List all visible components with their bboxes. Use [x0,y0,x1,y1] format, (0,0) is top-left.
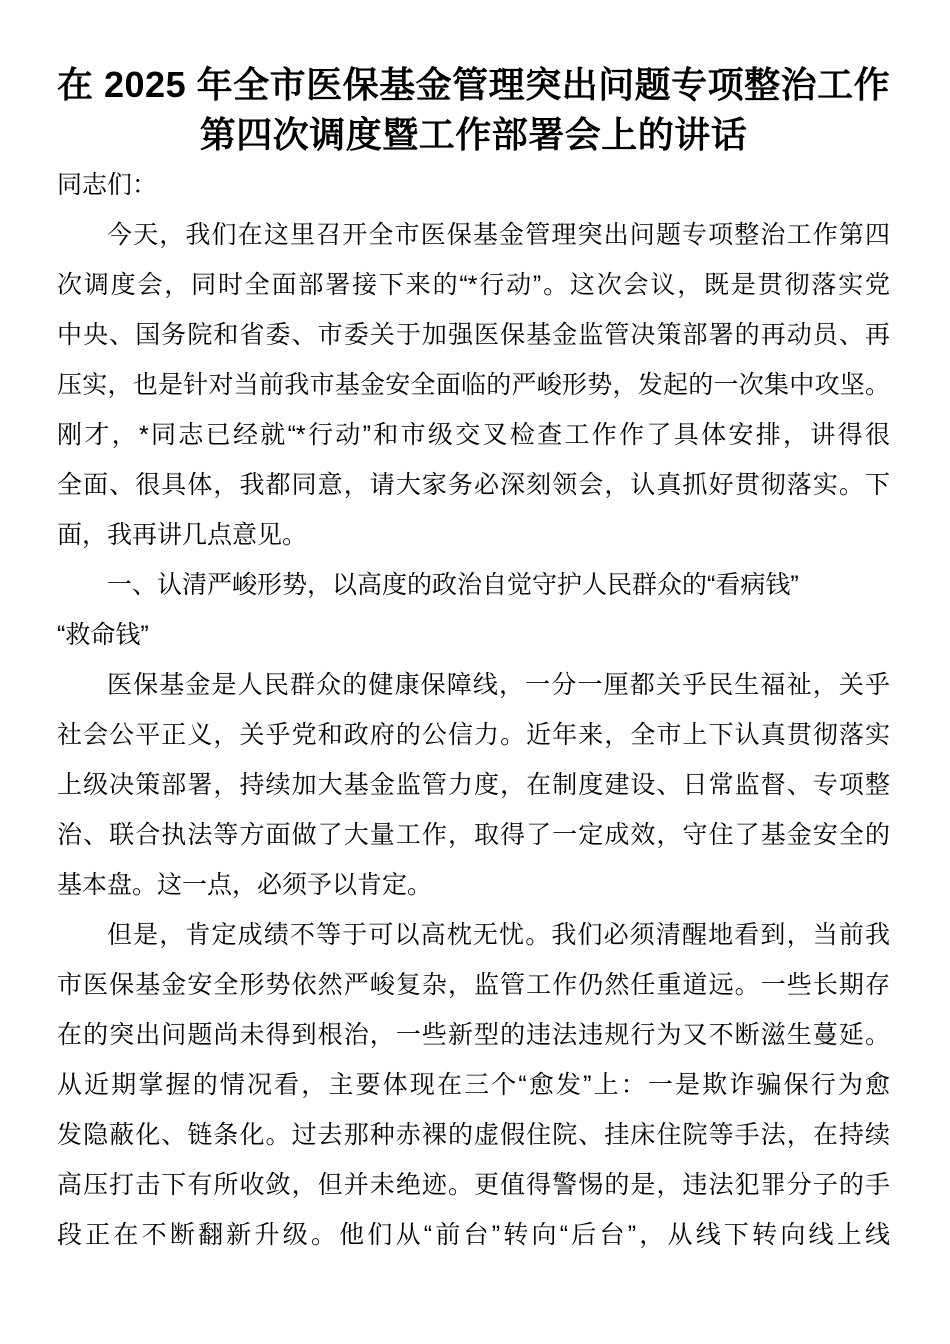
text-line: 压实，也是针对当前我市基金安全面临的严峻形势，发起的一次集中攻坚。 [57,371,890,399]
text-line: 上级决策部署，持续加大基金监管力度，在制度建设、日常监督、专项整 [57,771,890,799]
text-line: 从近期掌握的情况看，主要体现在三个“愈发”上：一是欺诈骗保行为愈 [57,1071,890,1099]
text-line: 基本盘。这一点，必须予以肯定。 [57,871,433,899]
text-line: 医保基金是人民群众的健康保障线，一分一厘都关乎民生福祉，关乎 [107,671,890,699]
text-line: 发隐蔽化、链条化。过去那种赤裸的虚假住院、挂床住院等手法，在持续 [57,1121,890,1149]
text-line: 同志们： [57,171,158,199]
text-line: 段正在不断翻新升级。他们从“前台”转向“后台”，从线下转向线上线 [57,1221,890,1249]
title-line-1: 在 2025 年全市医保基金管理突出问题专项整治工作 [57,64,891,105]
text-line: 市医保基金安全形势依然严峻复杂，监管工作仍然任重道远。一些长期存 [57,971,890,999]
text-line: 刚才，*同志已经就“*行动”和市级交叉检查工作作了具体安排，讲得很 [57,421,890,449]
text-line: 面，我再讲几点意见。 [57,521,308,549]
paragraph [57,910,890,1260]
text-line: 但是，肯定成绩不等于可以高枕无忧。我们必须清醒地看到，当前我 [107,921,890,949]
salutation [57,160,890,210]
heading-line: “救命钱” [57,621,149,649]
heading-line: 一、认清严峻形势，以高度的政治自觉守护人民群众的“看病钱” [107,571,799,599]
text-line: 社会公平正义，关乎党和政府的公信力。近年来，全市上下认真贯彻落实 [57,721,890,749]
text-line: 中央、国务院和省委、市委关于加强医保基金监管决策部署的再动员、再 [57,321,890,349]
text-line: 次调度会，同时全面部署接下来的“*行动”。这次会议，既是贯彻落实党 [57,271,890,299]
paragraph [57,210,890,560]
section-heading [57,560,890,660]
document-title [57,60,890,160]
title-line-2: 第四次调度暨工作部署会上的讲话 [199,114,748,155]
document-body [57,160,890,1260]
text-line: 今天，我们在这里召开全市医保基金管理突出问题专项整治工作第四 [107,221,890,249]
text-line: 在的突出问题尚未得到根治，一些新型的违法违规行为又不断滋生蔓延。 [57,1021,890,1049]
text-line: 治、联合执法等方面做了大量工作，取得了一定成效，守住了基金安全的 [57,821,890,849]
text-line: 全面、很具体，我都同意，请大家务必深刻领会，认真抓好贯彻落实。下 [57,471,890,499]
paragraph [57,660,890,910]
text-line: 高压打击下有所收敛，但并未绝迹。更值得警惕的是，违法犯罪分子的手 [57,1171,890,1199]
